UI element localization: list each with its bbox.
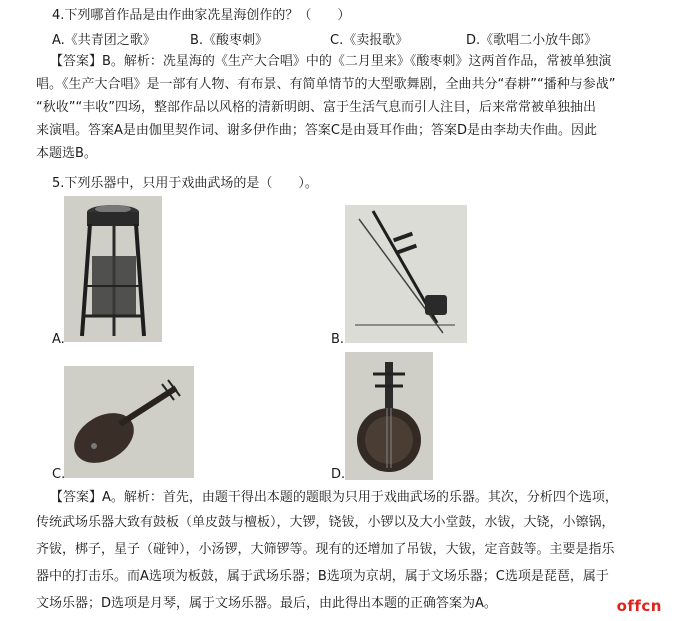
offcn-watermark: offcn [616,597,662,615]
option-d-image-yueqin [345,352,433,480]
option-c-image-pipa [64,366,194,478]
option-a-label: A. [52,332,65,347]
q4-option-a: A.《共青团之歌》 [52,33,156,48]
q4-answer-line: 本题选B。 [36,146,97,161]
option-c-label: C. [52,467,66,482]
q5-answer-line: 【答案】A。解析：首先，由题干得出本题的题眼为只用于戏曲武场的乐器。其次，分析四个选项， [50,490,618,505]
option-b-image-jinghu [345,205,467,343]
q4-answer-line: “秋收”“丰收”四场，整部作品以风格的清新明朗、富于生活气息而引人注目，后来常常被单独抽出 [36,100,596,115]
option-b-label: B. [331,332,345,347]
q4-option-c: C.《卖报歌》 [330,33,409,48]
q5-answer-line: 文场乐器；D选项是月琴，属于文场乐器。最后，由此得出本题的正确答案为A。 [36,596,497,611]
option-d-label: D. [331,467,346,482]
q4-option-b: B.《酸枣刺》 [190,33,269,48]
q4-stem: 4.下列哪首作品是由作曲家冼星海创作的？（ ） [52,8,351,23]
q4-answer-line: 唱。《生产大合唱》是一部有人物、有布景、有简单情节的大型歌舞剧，全曲共分“春耕”“播种与参战” [36,77,616,92]
q4-answer-line: 【答案】B。解析：冼星海的《生产大合唱》中的《二月里来》《酸枣刺》这两首作品，常被单独演 [50,54,612,69]
option-a-image-drum [64,196,162,342]
q5-answer-line: 齐钹，梆子，星子（碰钟），小汤锣，大筛锣等。现有的还增加了吊钹，大钹，定音鼓等。主要是指乐 [36,542,615,557]
q5-answer-line: 器中的打击乐。而A选项为板鼓，属于武场乐器；B选项为京胡，属于文场乐器；C选项是琵琶，属于 [36,569,609,584]
q4-option-d: D.《歌唱二小放牛郎》 [466,33,598,48]
q4-answer-line: 来演唱。答案A是由伽里契作词、谢多伊作曲；答案C是由聂耳作曲；答案D是由李劫夫作曲。因此 [36,123,597,138]
q5-answer-line: 传统武场乐器大致有鼓板（单皮鼓与檀板），大锣，铙钹，小锣以及大小堂鼓，水钹，大铙，小镲锅， [36,515,615,530]
q5-stem: 5.下列乐器中，只用于戏曲武场的是（ ）。 [52,176,318,191]
